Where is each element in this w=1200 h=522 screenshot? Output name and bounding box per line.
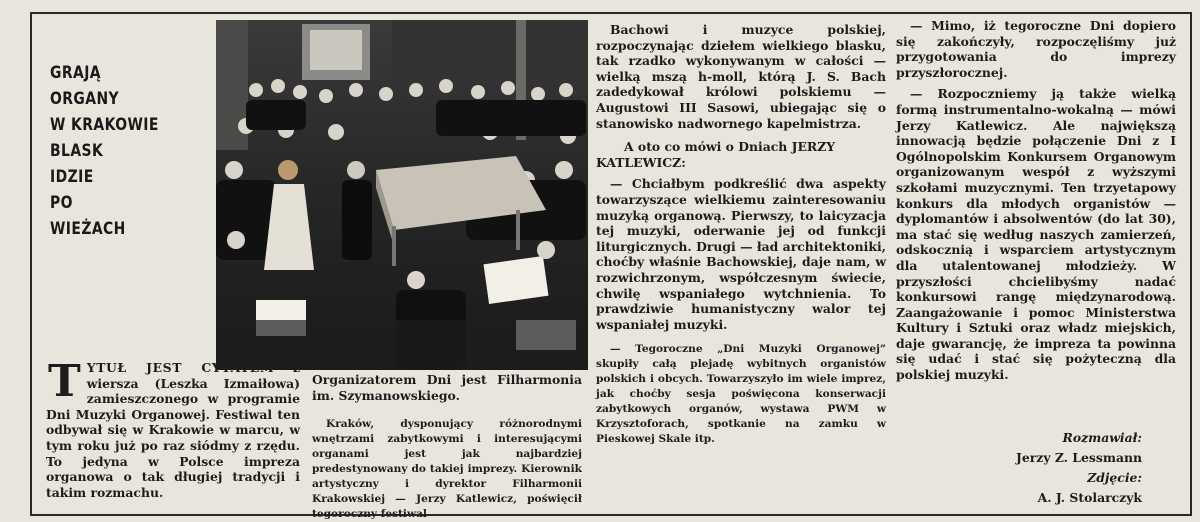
headline-line: IDZIE xyxy=(50,167,94,187)
headline-line: PO xyxy=(50,193,73,213)
drop-cap: T xyxy=(48,356,81,407)
headline-line: BLASK xyxy=(50,141,104,161)
organizer-paragraph: Organizatorem Dni jest Filharmonia im. Szymanowskiego. xyxy=(312,372,582,403)
credits xyxy=(896,428,1142,508)
interviewer-name: Jerzy Z. Lessmann xyxy=(1016,450,1142,465)
lead-paragraph xyxy=(46,356,300,500)
katlewicz-subhead: A oto co mówi o Dniach JERZY KATLEWICZ: xyxy=(596,139,836,170)
orchestra-photo-image xyxy=(216,20,588,370)
headline-line: WIEŻACH xyxy=(50,219,126,239)
next-year-paragraph: — Mimo, iż tegoroczne Dni dopiero się zakończyły, rozpoczęliśmy już przygotowania do imprezy przyszłorocznej. xyxy=(896,18,1176,80)
festival-note: — Tegoroczne „Dni Muzyki Organowej” skupiły całą plejadę wybitnych organistów polskich i obcych. Towarzyszyło im wiele imprez, jak choćby sesja poświęcona konserwacji zabytkowych organów, wystawa PWM w Krzysztoforach, spotkanie na zamku w Pieskowej Skale itp. xyxy=(596,343,886,446)
headline-line: W KRAKOWIE xyxy=(50,115,159,135)
orchestra-photo xyxy=(216,20,588,370)
headline-line: ORGANY xyxy=(50,89,120,109)
photo-label: Zdjęcie: xyxy=(1087,470,1142,485)
katlewicz-quote: — Chciałbym podkreślić dwa aspekty towarzyszące wielkiemu zainteresowaniu muzyką organową. Pierwszy, to laicyzacja tej muzyki, oderwanie jej od funkcji liturgicznych. Drugi — ład architektoniki, choćby właśnie Bachowskiej, daje nam, w rozwichrzonym, współczesnym świecie, chwilę wspaniałego wytchnienia. To prawdziwie humanistyczny walor tej wspaniałej muzyki. xyxy=(596,176,886,332)
column-2 xyxy=(312,372,582,522)
bach-paragraph: Bachowi i muzyce polskiej, rozpoczynając dziełem wielkiego blasku, tak rzadko wykonywanym w całości — wielką mszą h-moll, którą J. S. Bach zadedykował królowi polskiemu — Augustowi III Sasowi, ubiegając się o stanowisko nadwornego kapelmistrza. xyxy=(596,22,886,131)
competition-paragraph: — Rozpoczniemy ją także wielką formą instrumentalno-wokalną — mówi Jerzy Katlewicz. Ale największą innowacją będzie połączenie Dni z I Ogólnopolskim Konkursem Organowym organizowanym wespół z wyższymi szkołami muzycznymi. Ten trzyetapowy konkurs dla młodych organistów — dyplomantów i absolwentów (do lat 30), ma stać się według naszych zamierzeń, odskocznią i wsparciem artystycznym dla utalentowanej młodzieży. W przyszłości chcielibyśmy nadać konkursowi rangę międzynarodową. Zaangażowanie i pomoc Ministerstwa Kultury i Sztuki oraz władz miejskich, daje gwarancję, że impreza ta powinna się udać i stać się pożyteczną dla polskiej muzyki. xyxy=(896,86,1176,383)
headline-line: GRAJĄ xyxy=(50,63,101,83)
column-4 xyxy=(896,18,1176,383)
krakow-paragraph: Kraków, dysponujący różnorodnymi wnętrzami zabytkowymi i interesującymi organami jest jak najbardziej predestynowany do takiej imprezy. Kierownik artystyczny i dyrektor Filharmonii Krakowskiej — Jerzy Katlewicz, poświęcił tegoroczny festiwal xyxy=(312,418,582,521)
interview-label: Rozmawiał: xyxy=(1062,430,1142,445)
lead-opening: YTUŁ JEST CYTATEM xyxy=(86,360,275,375)
column-3 xyxy=(596,22,886,447)
photographer-name: A. J. Stolarczyk xyxy=(1037,490,1142,505)
lead-text: z wiersza (Leszka Izmaiłowa) zamieszczonego w programie Dni Muzyki Organowej. Festiwal ten odbywał się w Krakowie w marcu, w tym roku już po raz siódmy z rzędu. To jedyna w Polsce impreza organowa o tak długiej tradycji i takim rozmachu. xyxy=(46,360,300,500)
article-headline xyxy=(50,60,181,242)
